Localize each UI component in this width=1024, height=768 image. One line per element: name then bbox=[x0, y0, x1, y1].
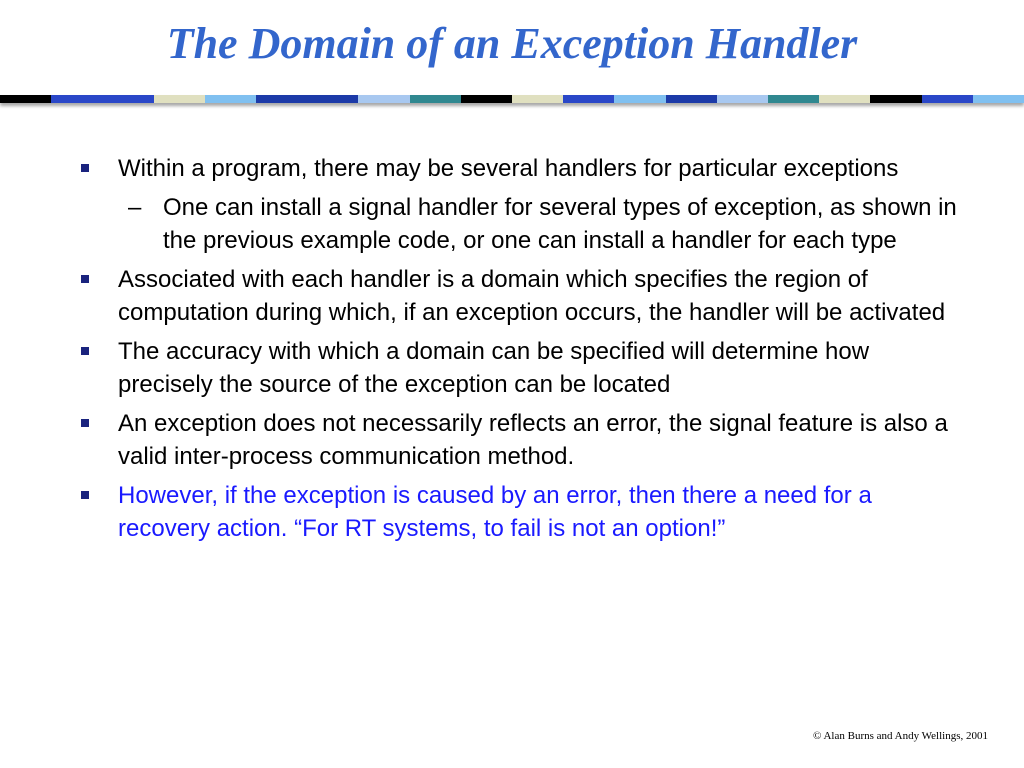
title-bar-segment bbox=[205, 95, 256, 103]
title-bar-segment bbox=[563, 95, 614, 103]
title-bar-segment bbox=[358, 95, 409, 103]
title-bar-segment bbox=[154, 95, 205, 103]
dash-bullet-icon: – bbox=[128, 194, 142, 221]
title-bar-segment bbox=[666, 95, 717, 103]
bullet-text: However, if the exception is caused by an error, then there a need for a recovery action. “For RT systems, to fail is not an option!” bbox=[118, 482, 872, 542]
title-bar-segment bbox=[410, 95, 461, 103]
bullet-text: The accuracy with which a domain can be specified will determine how precisely the source of the exception can be located bbox=[118, 338, 870, 398]
bullet-item bbox=[0, 335, 1024, 401]
copyright-footer: © Alan Burns and Andy Wellings, 2001 bbox=[812, 730, 988, 742]
sub-bullet-item bbox=[0, 191, 1024, 257]
bullet-item bbox=[0, 152, 1024, 185]
title-bar-segment bbox=[922, 95, 973, 103]
title-bar-segment bbox=[973, 95, 1024, 103]
title-bar-segment bbox=[51, 95, 102, 103]
square-bullet-icon bbox=[81, 164, 89, 172]
square-bullet-icon bbox=[81, 419, 89, 427]
title-bar-segment bbox=[614, 95, 665, 103]
title-bar-segment bbox=[512, 95, 563, 103]
square-bullet-icon bbox=[81, 491, 89, 499]
square-bullet-icon bbox=[81, 347, 89, 355]
title-bar-segment bbox=[819, 95, 870, 103]
bullet-item-highlighted bbox=[0, 479, 1024, 545]
title-bar-segment bbox=[256, 95, 307, 103]
bullet-item bbox=[0, 407, 1024, 473]
sub-bullet-text: One can install a signal handler for several types of exception, as shown in the previous example code, or one can install a handler for each type bbox=[163, 194, 957, 254]
title-bar-segment bbox=[307, 95, 358, 103]
square-bullet-icon bbox=[81, 275, 89, 283]
bullet-text: An exception does not necessarily reflects an error, the signal feature is also a valid inter-process communication method. bbox=[118, 410, 948, 470]
slide-title: The Domain of an Exception Handler bbox=[166, 19, 858, 68]
title-bar-segment bbox=[0, 95, 51, 103]
title-bar-segment bbox=[102, 95, 153, 103]
title-bar-segment bbox=[870, 95, 921, 103]
title-bar-segment bbox=[768, 95, 819, 103]
bullet-list bbox=[0, 152, 1024, 551]
bullet-item bbox=[0, 263, 1024, 329]
title-bar-segment bbox=[717, 95, 768, 103]
title-divider-bar bbox=[0, 95, 1024, 103]
title-bar-segment bbox=[461, 95, 512, 103]
bullet-text: Associated with each handler is a domain which specifies the region of computation during which, if an exception occurs, the handler will be activated bbox=[118, 266, 946, 326]
bullet-text: Within a program, there may be several handlers for particular exceptions bbox=[118, 155, 899, 182]
